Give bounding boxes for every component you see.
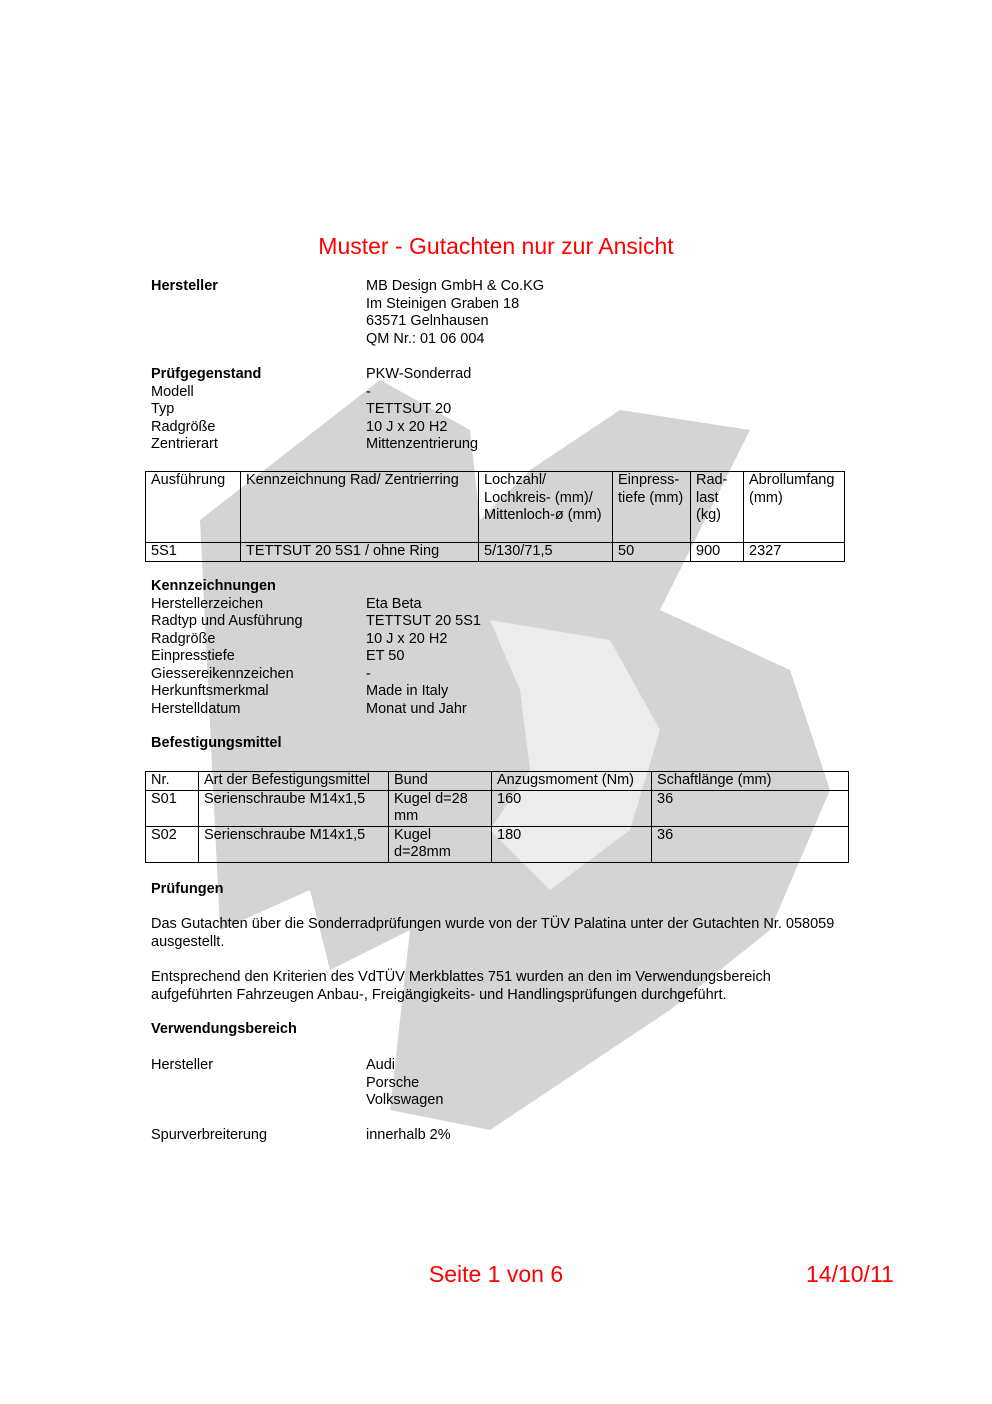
table-header-cell: Anzugsmoment (Nm) — [492, 772, 652, 791]
spec-value: 10 J x 20 H2 — [366, 418, 448, 435]
table-header-cell: Ausführung — [146, 472, 241, 543]
marking-label: Radgröße — [151, 630, 216, 647]
spec-value: TETTSUT 20 — [366, 401, 452, 417]
marking-label: Herstellerzeichen — [151, 595, 264, 612]
kennzeichnungen-heading: Kennzeichnungen — [151, 578, 276, 594]
marking-row — [151, 701, 481, 719]
marking-label: Giessereikennzeichen — [151, 665, 294, 682]
marking-value: Monat und Jahr — [366, 700, 467, 717]
table-header-row — [146, 772, 849, 791]
marking-label: Radtyp und Ausführung — [151, 613, 303, 629]
vehicle-maker-item: Volkswagen — [366, 1092, 444, 1108]
vehicle-maker-label: Hersteller — [151, 1057, 214, 1073]
vehicle-maker-item: Audi — [366, 1057, 396, 1073]
marking-label: Herkunftsmerkmal — [151, 683, 269, 699]
table-header-cell: Art der Befestigungsmittel — [199, 772, 389, 791]
table-row — [146, 826, 849, 862]
hersteller-line: Im Steinigen Graben 18 — [366, 295, 520, 312]
befestigung-heading: Befestigungsmittel — [151, 735, 282, 751]
table-cell: Serienschraube M14x1,5 — [199, 790, 389, 826]
marking-row — [151, 648, 481, 666]
table-cell: Kugel d=28 mm — [389, 790, 492, 826]
table-header-cell: Bund — [389, 772, 492, 791]
hersteller-line: QM Nr.: 01 06 004 — [366, 330, 485, 347]
pruefgegenstand-heading: Prüfgegenstand — [151, 366, 262, 382]
spec-row — [151, 436, 478, 454]
spec-value: - — [366, 383, 371, 400]
vehicle-maker-list — [366, 1057, 443, 1110]
kennzeichnungen-section — [151, 578, 481, 718]
marking-value: Eta Beta — [366, 595, 422, 612]
marking-label: Einpresstiefe — [151, 648, 235, 664]
table-cell: S02 — [146, 826, 199, 862]
befestigung-table — [145, 771, 849, 863]
table-header-cell: Einpress-tiefe (mm) — [613, 472, 691, 543]
marking-row — [151, 683, 481, 701]
marking-value: 10 J x 20 H2 — [366, 630, 448, 647]
hersteller-line: MB Design GmbH & Co.KG — [366, 278, 545, 294]
vehicle-maker-item: Porsche — [366, 1074, 420, 1091]
table-header-cell: Kennzeichnung Rad/ Zentrierring — [241, 472, 479, 543]
table-cell: 36 — [652, 790, 849, 826]
marking-row — [151, 666, 481, 684]
hersteller-label: Hersteller — [151, 278, 218, 294]
spec-label: Typ — [151, 401, 175, 417]
spurverbreiterung-row — [151, 1127, 451, 1145]
hersteller-address — [366, 278, 544, 348]
table-cell: 900 — [691, 543, 744, 562]
table-header-cell: Schaftlänge (mm) — [652, 772, 849, 791]
marking-value: ET 50 — [366, 648, 405, 664]
table-header-cell: Nr. — [146, 772, 199, 791]
table-cell: 160 — [492, 790, 652, 826]
spurverbreiterung-label: Spurverbreiterung — [151, 1127, 268, 1143]
spec-label: Radgröße — [151, 418, 216, 435]
document-title: Muster - Gutachten nur zur Ansicht — [318, 233, 674, 259]
spec-row — [151, 401, 478, 419]
hersteller-section — [151, 278, 544, 348]
verwendungsbereich-heading: Verwendungsbereich — [151, 1021, 297, 1037]
table-header-cell: Lochzahl/ Lochkreis- (mm)/ Mittenloch-ø (mm) — [479, 472, 613, 543]
table-cell: TETTSUT 20 5S1 / ohne Ring — [241, 543, 479, 562]
table-header-row — [146, 472, 845, 543]
table-cell: 50 — [613, 543, 691, 562]
pruefgegenstand-value: PKW-Sonderrad — [366, 366, 472, 382]
marking-value: TETTSUT 20 5S1 — [366, 613, 481, 629]
rad-table — [145, 471, 845, 562]
table-header-cell: Abrollumfang (mm) — [744, 472, 845, 543]
pruefgegenstand-section — [151, 366, 478, 454]
marking-row — [151, 613, 481, 631]
table-cell: 36 — [652, 826, 849, 862]
table-row — [146, 543, 845, 562]
spec-label: Zentrierart — [151, 436, 218, 452]
marking-label: Herstelldatum — [151, 700, 241, 717]
spurverbreiterung-value: innerhalb 2% — [366, 1127, 451, 1143]
marking-row — [151, 631, 481, 649]
table-cell: 2327 — [744, 543, 845, 562]
pruefungen-paragraph: Das Gutachten über die Sonderradprüfungen wurde von der TÜV Palatina unter der Gutachten Nr. 058059 ausgestellt. — [151, 916, 835, 950]
verwendungsbereich-section — [151, 1057, 443, 1110]
document-date: 14/10/11 — [806, 1261, 894, 1287]
table-cell: Kugel d=28mm — [389, 826, 492, 862]
table-cell: S01 — [146, 790, 199, 826]
table-cell: Serienschraube M14x1,5 — [199, 826, 389, 862]
table-cell: 5/130/71,5 — [479, 543, 613, 562]
spec-row — [151, 384, 478, 402]
marking-row — [151, 596, 481, 614]
page-number: Seite 1 von 6 — [428, 1261, 564, 1287]
table-cell: 5S1 — [146, 543, 241, 562]
spec-label: Modell — [151, 383, 194, 400]
table-header-cell: Rad-last (kg) — [691, 472, 744, 543]
spec-row — [151, 419, 478, 437]
marking-value: - — [366, 665, 371, 682]
marking-value: Made in Italy — [366, 683, 449, 699]
table-row — [146, 790, 849, 826]
pruefungen-paragraph: Entsprechend den Kriterien des VdTÜV Merkblattes 751 wurden an den im Verwendungsbereich aufgeführten Fahrzeugen Anbau-, Freigängigkeits- und Handlingsprüfungen durchgeführt. — [151, 969, 771, 1003]
spec-value: Mittenzentrierung — [366, 436, 479, 452]
pruefungen-heading: Prüfungen — [151, 881, 224, 897]
table-cell: 180 — [492, 826, 652, 862]
hersteller-line: 63571 Gelnhausen — [366, 313, 489, 329]
